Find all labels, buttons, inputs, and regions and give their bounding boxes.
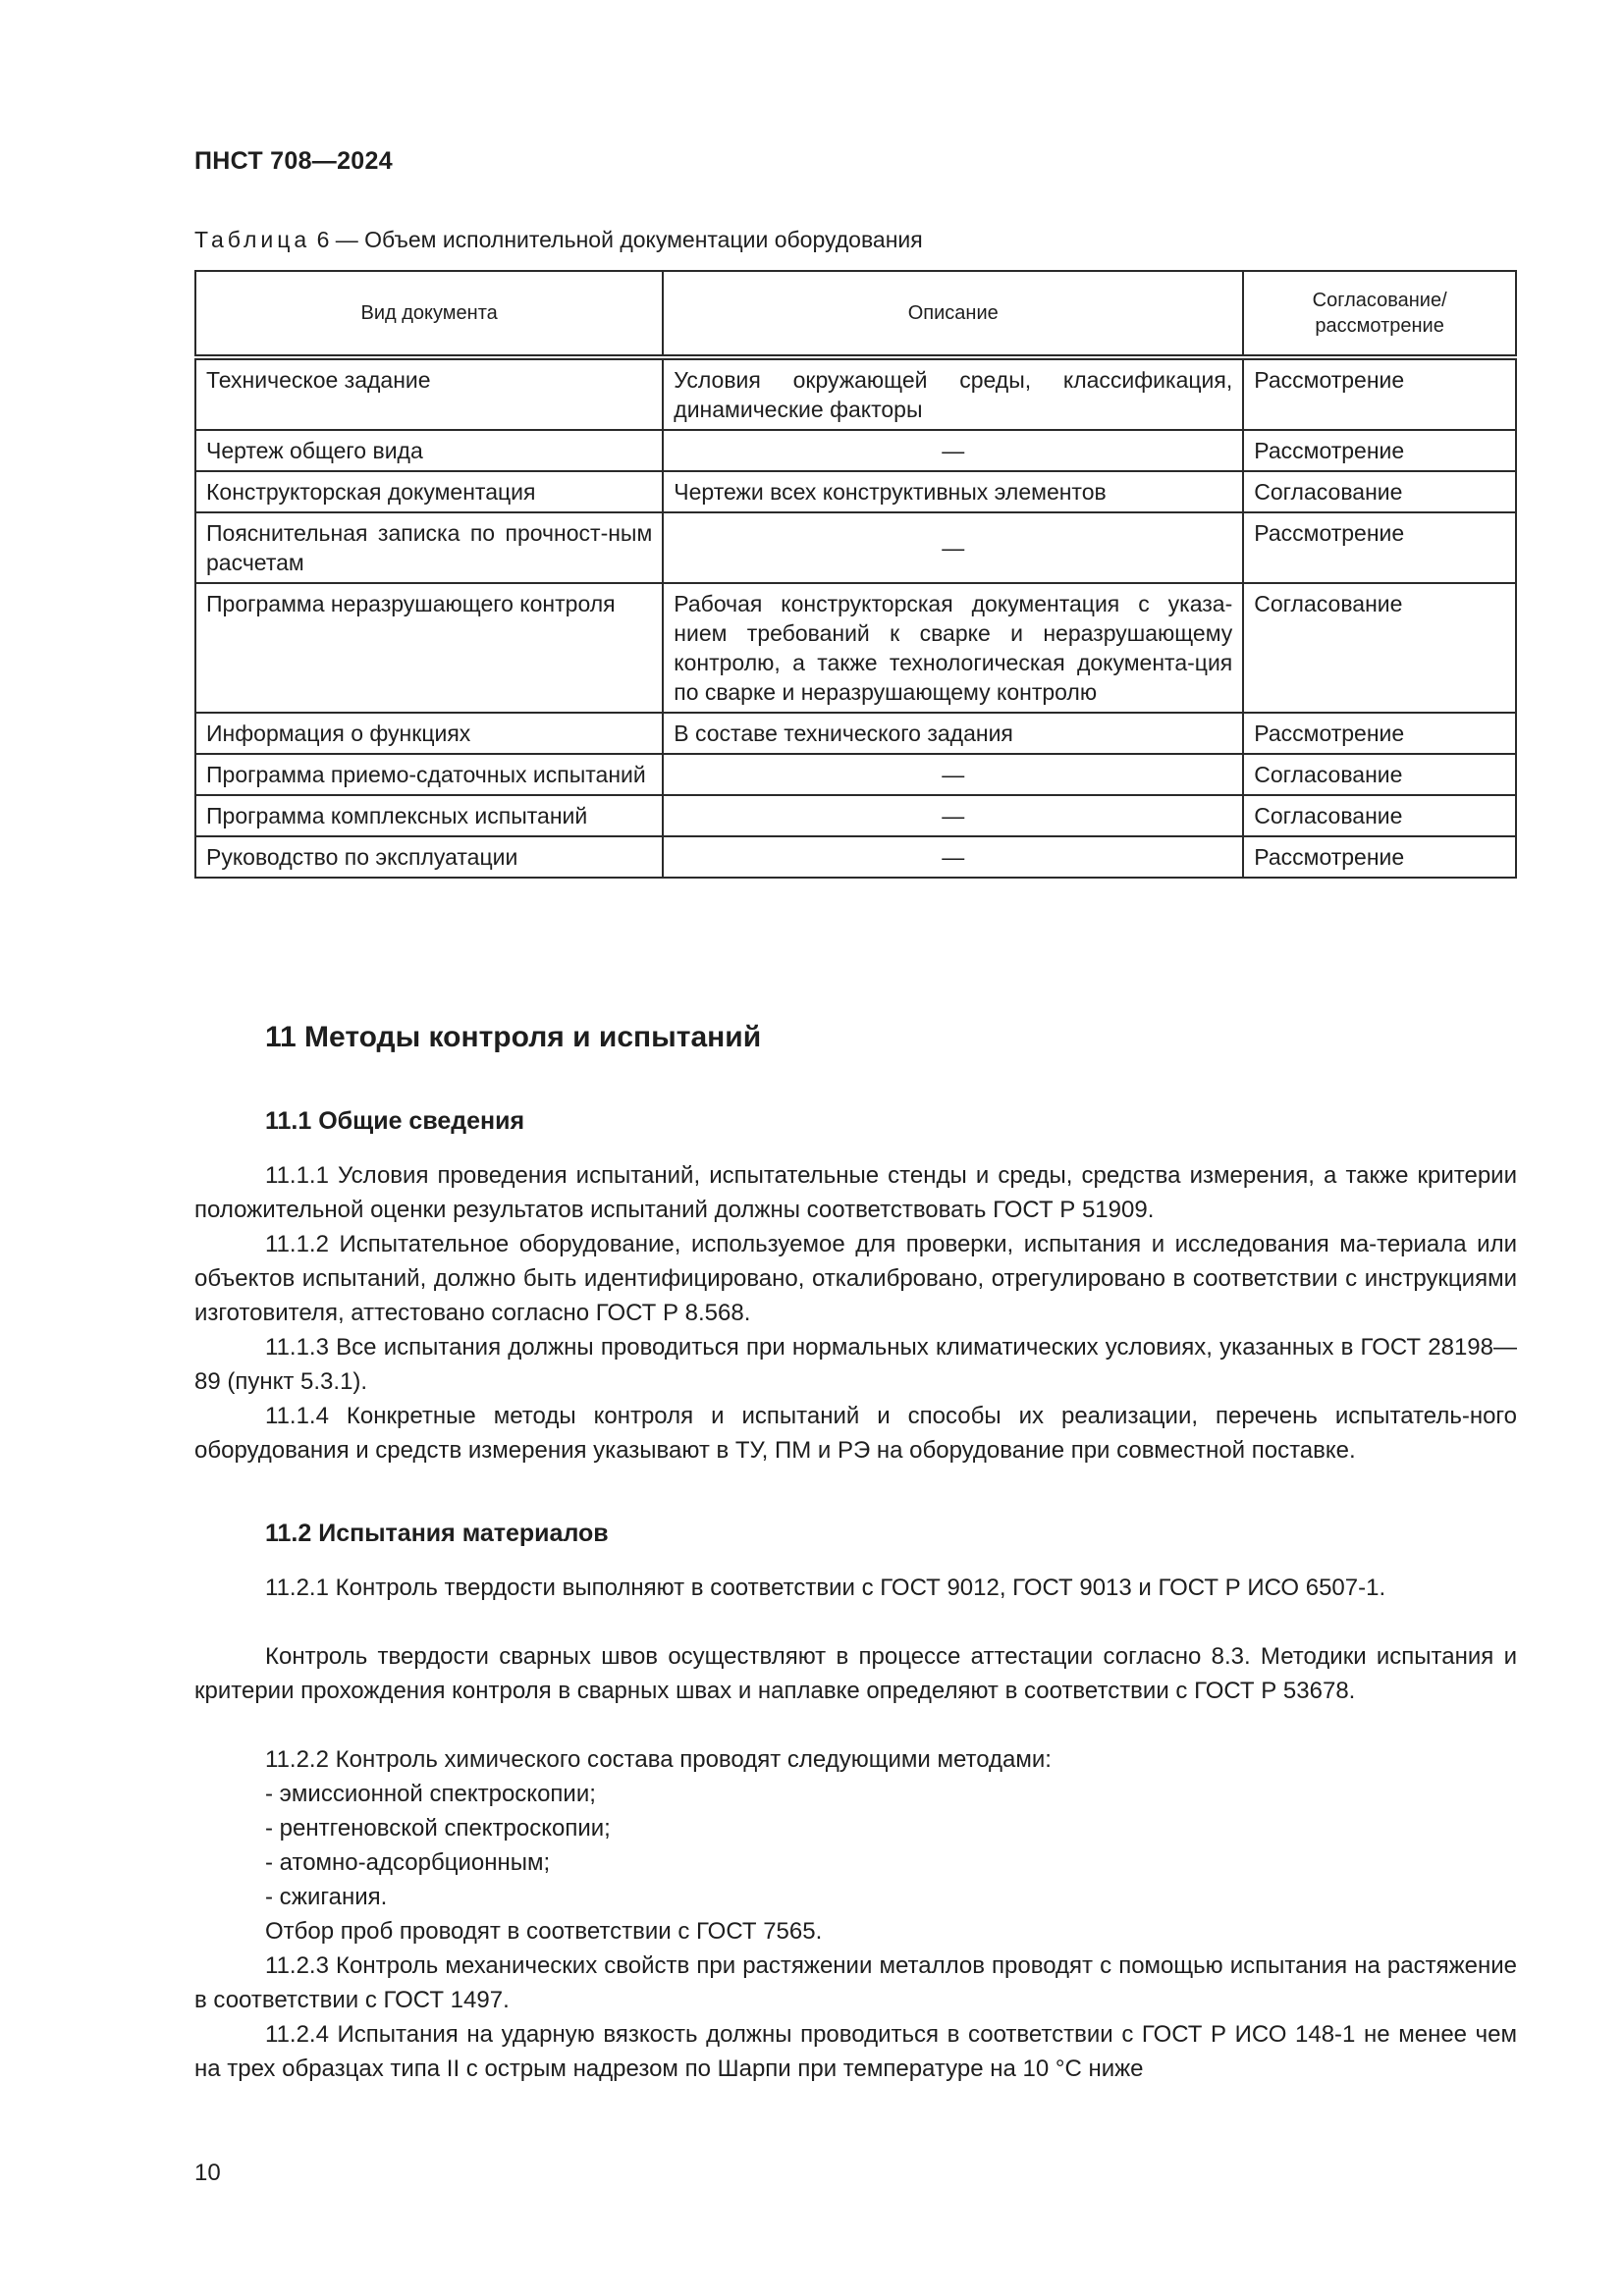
cell-doc: Техническое задание (195, 357, 663, 430)
paragraph-11-1-1: 11.1.1 Условия проведения испытаний, испытательные стенды и среды, средства измерения, а также критерии положительной оценки результатов испытаний должны соответствовать ГОСТ Р 51909. (194, 1162, 1517, 1223)
page-number: 10 (194, 2160, 221, 2186)
table-row (195, 357, 1516, 430)
table-caption (194, 227, 923, 253)
cell-status: Рассмотрение (1243, 357, 1516, 430)
paragraph-11-2-4: 11.2.4 Испытания на ударную вязкость должны проводиться в соответствии с ГОСТ Р ИСО 148-1 не менее чем на трех образцах типа II с острым надрезом по Шарпи при температуре на 10 °С ниже (194, 2021, 1517, 2082)
column-header-doc-type: Вид документа (195, 271, 663, 357)
section-11-1-heading: 11.1 Общие сведения (265, 1107, 525, 1135)
cell-doc: Программа комплексных испытаний (195, 795, 663, 836)
paragraph-sampling: Отбор проб проводят в соответствии с ГОСТ 7565. (265, 1918, 823, 1945)
cell-status: Рассмотрение (1243, 430, 1516, 471)
cell-desc: Чертежи всех конструктивных элементов (663, 471, 1243, 512)
table-row (195, 430, 1516, 471)
cell-status: Согласование (1243, 583, 1516, 713)
cell-desc: Рабочая конструкторская документация с указа-нием требований к сварке и неразрушающему контролю, а также технологическая документа-ция по сварке и неразрушающему контролю (663, 583, 1243, 713)
table-header-row (195, 271, 1516, 357)
documentation-table (194, 270, 1517, 879)
section-11-heading: 11 Методы контроля и испытаний (265, 1021, 762, 1053)
document-code: ПНСТ 708—2024 (194, 147, 393, 175)
cell-desc: — (663, 836, 1243, 878)
cell-desc: Условия окружающей среды, классификация, динамические факторы (663, 357, 1243, 430)
paragraph-hardness-welds: Контроль твердости сварных швов осуществляют в процессе аттестации согласно 8.3. Методики испытания и критерии прохождения контроля в сварных швах и наплавке определяют в соответствии с ГОСТ Р 53678. (194, 1643, 1517, 1704)
cell-doc: Конструкторская документация (195, 471, 663, 512)
cell-doc: Чертеж общего вида (195, 430, 663, 471)
cell-doc: Программа неразрушающего контроля (195, 583, 663, 713)
paragraph-11-2-3: 11.2.3 Контроль механических свойств при растяжении металлов проводят с помощью испытания на растяжение в соответствии с ГОСТ 1497. (194, 1952, 1517, 2013)
column-header-description: Описание (663, 271, 1243, 357)
cell-status: Согласование (1243, 795, 1516, 836)
list-item: - рентгеновской спектроскопии; (265, 1815, 611, 1842)
cell-desc: — (663, 430, 1243, 471)
paragraph-11-1-4: 11.1.4 Конкретные методы контроля и испытаний и способы их реализации, перечень испытатель-ного оборудования и средств измерения указывают в ТУ, ПМ и РЭ на оборудование при совместной поставке. (194, 1403, 1517, 1464)
table-caption-text: 6 — Объем исполнительной документации оборудования (310, 227, 923, 252)
table-row (195, 754, 1516, 795)
cell-doc: Пояснительная записка по прочност-ным расчетам (195, 512, 663, 583)
paragraph-11-2-2: 11.2.2 Контроль химического состава проводят следующими методами: (265, 1746, 1052, 1773)
cell-doc: Руководство по эксплуатации (195, 836, 663, 878)
table-row (195, 713, 1516, 754)
paragraph-11-1-3: 11.1.3 Все испытания должны проводиться при нормальных климатических условиях, указанных в ГОСТ 28198—89 (пункт 5.3.1). (194, 1334, 1517, 1395)
table-row (195, 471, 1516, 512)
paragraph-11-1-2: 11.1.2 Испытательное оборудование, используемое для проверки, испытания и исследования ма-териала или объектов испытаний, должно быть идентифицировано, откалибровано, отрегулировано в соответствии с инструкциями изготовителя, аттестовано согласно ГОСТ Р 8.568. (194, 1231, 1517, 1326)
column-header-approval: Согласование/ рассмотрение (1243, 271, 1516, 357)
table-row (195, 795, 1516, 836)
cell-desc: — (663, 795, 1243, 836)
cell-status: Согласование (1243, 471, 1516, 512)
cell-desc: В составе технического задания (663, 713, 1243, 754)
list-item: - атомно-адсорбционным; (265, 1849, 551, 1876)
cell-status: Рассмотрение (1243, 836, 1516, 878)
table-row (195, 836, 1516, 878)
list-item: - сжигания. (265, 1884, 388, 1910)
table-row (195, 583, 1516, 713)
cell-status: Согласование (1243, 754, 1516, 795)
table-row (195, 512, 1516, 583)
cell-status: Рассмотрение (1243, 512, 1516, 583)
paragraph-11-2-1: 11.2.1 Контроль твердости выполняют в соответствии с ГОСТ 9012, ГОСТ 9013 и ГОСТ Р ИСО 6507-1. (265, 1575, 1386, 1601)
table-caption-prefix: Таблица (194, 227, 311, 252)
cell-doc: Программа приемо-сдаточных испытаний (195, 754, 663, 795)
section-11-2-heading: 11.2 Испытания материалов (265, 1520, 609, 1547)
cell-desc: — (663, 512, 1243, 583)
cell-status: Рассмотрение (1243, 713, 1516, 754)
cell-desc: — (663, 754, 1243, 795)
cell-doc: Информация о функциях (195, 713, 663, 754)
list-item: - эмиссионной спектроскопии; (265, 1781, 596, 1807)
